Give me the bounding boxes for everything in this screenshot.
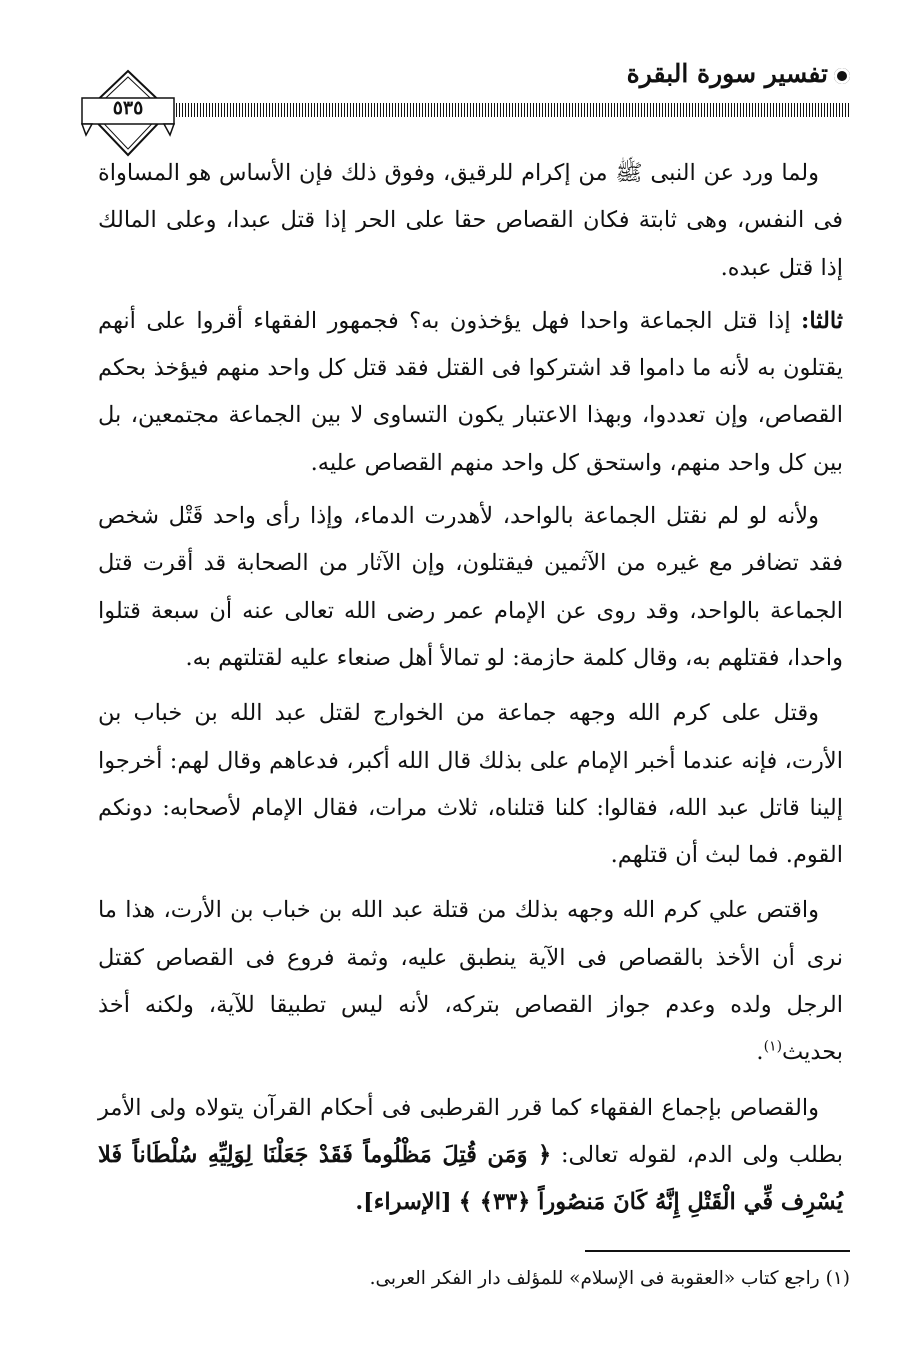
page-header [80,55,850,155]
footnote: (١) راجع كتاب «العقوبة فى الإسلام» للمؤلف دار الفكر العربى. [369,1268,850,1289]
quran-verse: ﴿ وَمَن قُتِلَ مَظْلُوماً فَقَدْ جَعَلْنَا لِوَلِيِّهِ سُلْطَاناً فَلا يُسْرِف فِّي الْقَتْلِ إِنَّهُ كَانَ مَنصُوراً ﴿٣٣﴾ ﴾ [98,1141,843,1216]
running-title: تفسير سورة البقرة [627,59,850,88]
header-rule [170,103,850,117]
circle-ornament-icon [834,68,850,84]
paragraph-6: والقصاص بإجماع الفقهاء كما قرر القرطبى فى أحكام القرآن يتولاه ولى الأمر بطلب ولى الدم، لقوله تعالى: ﴿ وَمَن قُتِلَ مَظْلُوماً فَقَدْ جَعَلْنَا لِوَلِيِّهِ سُلْطَاناً فَلا يُسْرِف فِّي الْقَتْلِ إِنَّهُ كَانَ مَنصُوراً ﴿٣٣﴾ ﴾ [الإسراء]. [98,1094,843,1216]
section-lead: ثالثا: [801,307,843,334]
paragraph-5: واقتص علي كرم الله وجهه بذلك من قتلة عبد الله بن خباب بن الأرت، هذا ما نرى أن الأخذ بالقصاص فى الآية ينطبق عليه، وثمة فروع فى القصاص كقتل الرجل ولده وعدم جواز القصاص بتركه، لأنه ليس تطبيقا للآية، ولكنه أخذ بحديث$^{(١)}$. [98,897,843,1066]
paragraph-2: ثالثا: إذا قتل الجماعة واحدا فهل يؤخذون به؟ فجمهور الفقهاء أقروا على أنهم يقتلون به لأنه ما داموا قد اشتركوا فى القتل فقد قتل كل واحد منهم فيؤخذ بحكم القصاص، وإن تعددوا، وبهذا الاعتبار يكون التساوى لا بين الجماعة مجتمعين، بل بين كل واحد منهم، واستحق كل واحد منهم القصاص عليه. [98,307,843,476]
verse-citation: [الإسراء]. [355,1189,452,1216]
paragraph-4: وقتل على كرم الله وجهه جماعة من الخوارج لقتل عبد الله بن خباب بن الأرت، فإنه عندما أخبر الإمام على بذلك قال الله أكبر، فدعاهم وقال لهم: أخرجوا إلينا قاتل عبد الله، فقالوا: كلنا قتلناه، ثلاث مرات، فقال الإمام لأصحابه: دونكم القوم. فما لبث أن قتلهم. [98,700,843,869]
page-number: ٥٣٥ [112,97,144,119]
footnote-ref[interactable]: (١) [763,1038,783,1055]
body-text [98,150,843,1227]
footnote-rule [585,1250,850,1252]
paragraph-1: ولما ورد عن النبى ﷺ من إكرام للرقيق، وفوق ذلك فإن الأساس هو المساواة فى النفس، وهى ثابتة فكان القصاص حقا على الحر إذا قتل عبدا، وعلى المالك إذا قتل عبده. [98,160,843,281]
paragraph-3: ولأنه لو لم نقتل الجماعة بالواحد، لأهدرت الدماء، وإذا رأى واحد قَتْل شخص فقد تضافر مع غيره من الآثمين فيقتلون، وإن الآثار من الصحابة قد أقرت قتل الجماعة بالواحد، وقد روى عن الإمام عمر رضى الله تعالى عنه أن سبعة قتلوا واحدا، فقتلهم به، وقال كلمة حازمة: لو تمالأ أهل صنعاء عليه لقتلتهم به. [98,503,843,671]
